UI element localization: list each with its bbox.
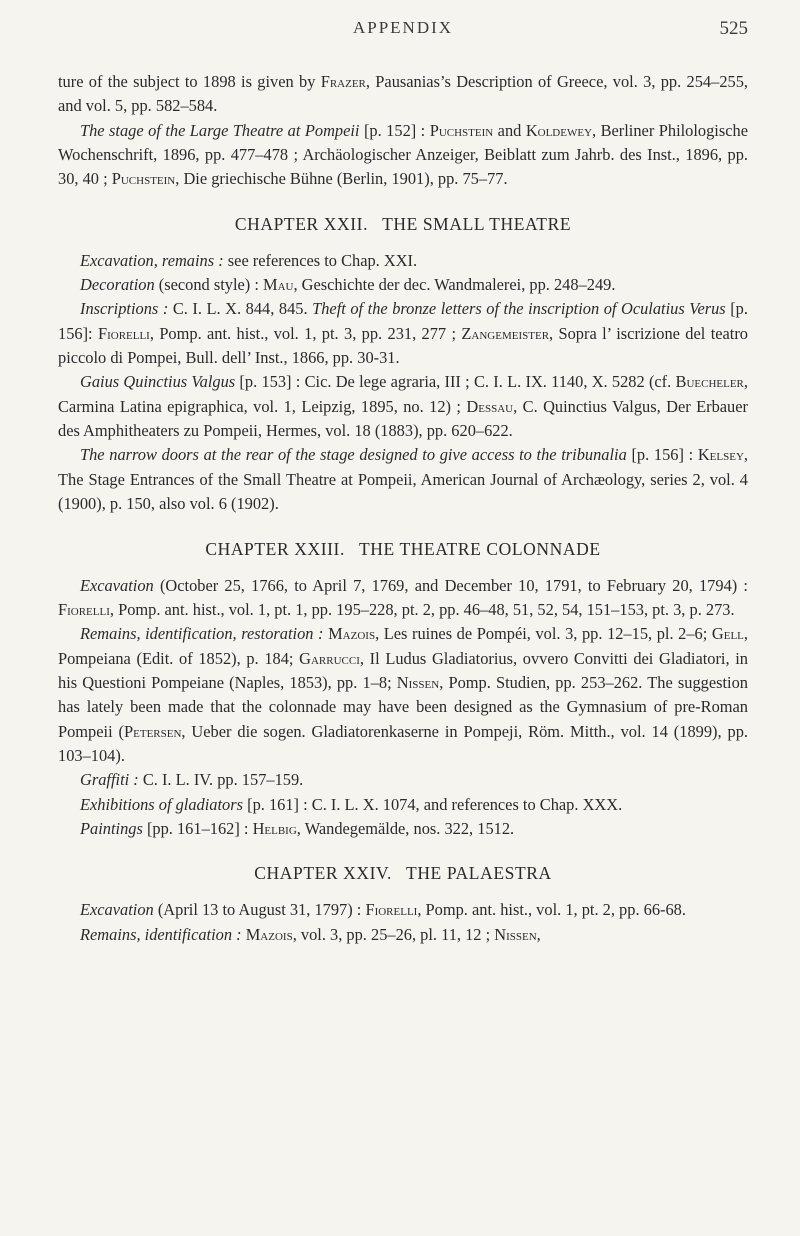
continuation-paragraph: ture of the subject to 1898 is given by Frazer, Pausanias’s Description of Greece, vol. 3, pp. 254–255, and vol. 5, pp. 582–584. — [58, 72, 749, 116]
chapter-heading-xxiii: CHAPTER XXIII. THE THEATRE COLONNADE — [205, 538, 601, 559]
chapter-heading-xxiv: CHAPTER XXIV. THE PALAESTRA — [254, 863, 552, 884]
entry-exhibitions: Exhibitions of gladiators [p. 161] : C. I. L. X. 1074, and references to Chap. XXX. — [80, 794, 623, 814]
page-number: 525 — [719, 18, 748, 39]
entry-narrow-doors: The narrow doors at the rear of the stage designed to give access to the tribunalia [p. 156] : Kelsey, The Stage Entrances of the Small Theatre at Pompeii, American Journal of Archæology, series 2, vol. 4 (1900), p. 150, also vol. 6 (1902). — [58, 445, 748, 514]
entry-remains-restoration: Remains, identification, restoration : Mazois, Les ruines de Pompéi, vol. 3, pp. 12–15, pl. 2–6; Gell, Pompeiana (Edit. of 1852), p. 184; Garrucci, Il Ludus Gladiatorius, ovvero Convitti dei Gladiatori, in his Questioni Pompeiane (Naples, 1853), pp. 1–8; Nissen, Pomp. Studien, pp. 253–262. The suggestion has lately been made that the colonnade may have been designed as the Gymnasium of pre-Roman Pompeii (Petersen, Ueber die sogen. Gladiatorenkaserne in Pompeji, Röm. Mitth., vol. 14 (1899), pp. 103–104). — [58, 624, 748, 765]
entry-excavation: Excavation (October 25, 1766, to April 7, 1769, and December 10, 1791, to February 20, 1794) : Fiorelli, Pomp. ant. hist., vol. 1, pt. 1, pp. 195–228, pt. 2, pp. 46–48, 51, 52, 54, 151–153, pt. 3, p. 273. — [58, 575, 748, 619]
entry-stage-large-theatre: The stage of the Large Theatre at Pompeii [p. 152] : Puchstein and Koldewey, Berliner Philologische Wochenschrift, 1896, pp. 477–478 ; Archäologischer Anzeiger, Beiblatt zum Jahrb. des Inst., 1896, pp. 30, 40 ; Puchstein, Die griechische Bühne (Berlin, 1901), pp. 75–77. — [58, 120, 748, 189]
running-head: APPENDIX — [352, 18, 454, 37]
entry-decoration: Decoration (second style) : Mau, Geschichte der dec. Wandmalerei, pp. 248–249. — [80, 275, 616, 295]
entry-paintings: Paintings [pp. 161–162] : Helbig, Wandegemälde, nos. 322, 1512. — [80, 818, 515, 838]
entry-gaius-valgus: Gaius Quinctius Valgus [p. 153] : Cic. De lege agraria, III ; C. I. L. IX. 1140, X. 5282 (cf. Buecheler, Carmina Latina epigraphica, vol. 1, Leipzig, 1895, no. 12) ; Dessau, C. Quinctius Valgus, Der Erbauer des Amphitheaters zu Pompeii, Hermes, vol. 18 (1883), pp. 620–622. — [58, 372, 748, 441]
entry-inscriptions: Inscriptions : C. I. L. X. 844, 845. Theft of the bronze letters of the inscription of Oculatius Verus [p. 156]: Fiorelli, Pomp. ant. hist., vol. 1, pt. 3, pp. 231, 277 ; Zangemeister, Sopra l’ iscrizione del teatro piccolo di Pompei, Bull. dell’ Inst., 1866, pp. 30-31. — [58, 299, 749, 368]
page-header — [58, 18, 748, 44]
entry-excavation-palaestra: Excavation (April 13 to August 31, 1797) : Fiorelli, Pomp. ant. hist., vol. 1, pt. 2, pp. 66-68. — [80, 900, 686, 920]
body-text — [58, 70, 748, 947]
entry-graffiti: Graffiti : C. I. L. IV. pp. 157–159. — [80, 770, 304, 790]
chapter-heading-xxii: CHAPTER XXII. THE SMALL THEATRE — [234, 213, 572, 234]
entry-remains-identification: Remains, identification : Mazois, vol. 3, pp. 25–26, pl. 11, 12 ; Nissen, — [80, 924, 541, 944]
entry-excavation-remains: Excavation, remains : see references to Chap. XXI. — [80, 250, 418, 270]
